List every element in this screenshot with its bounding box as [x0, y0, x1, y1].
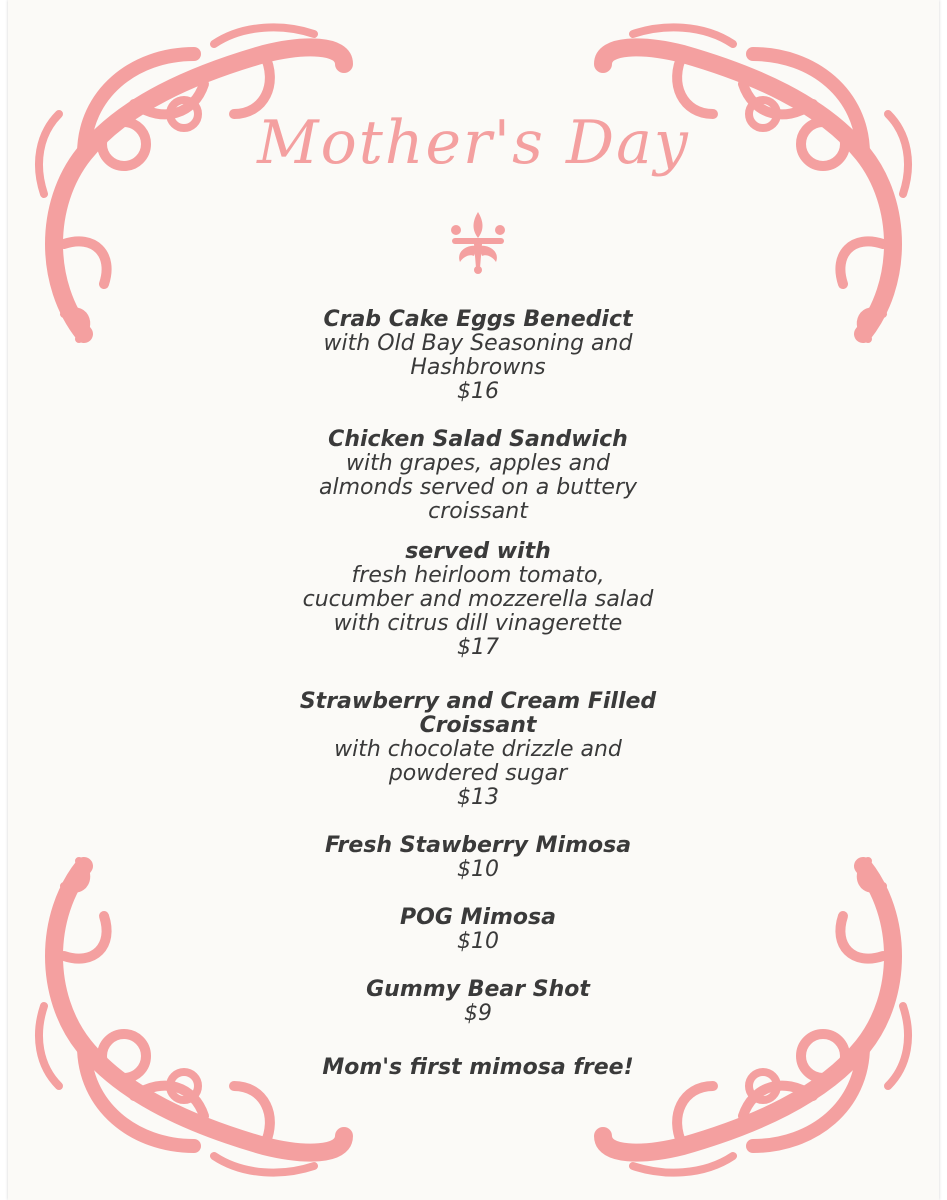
- item-name: Fresh Stawberry Mimosa: [324, 833, 632, 858]
- item-price: $13: [457, 785, 499, 810]
- menu-item: [253, 978, 703, 1026]
- item-name: Crab Cake Eggs Benedict: [323, 307, 633, 332]
- menu-item: [253, 690, 703, 810]
- item-name: Strawberry and Cream Filled: [299, 689, 657, 714]
- item-desc: Hashbrowns: [410, 355, 546, 380]
- page-title: Mother's Day: [257, 108, 690, 178]
- item-price: $17: [457, 635, 499, 660]
- menu-item: [253, 906, 703, 954]
- item-desc: with chocolate drizzle and: [334, 737, 622, 762]
- scroll-ornament-icon: [593, 14, 923, 354]
- menu-item: [253, 428, 703, 524]
- footer-note: Mom's first mimosa free!: [322, 1055, 634, 1080]
- item-desc: with Old Bay Seasoning and: [323, 331, 633, 356]
- item-name: Croissant: [419, 713, 537, 738]
- item-desc: almonds served on a buttery: [318, 475, 638, 500]
- item-desc: with citrus dill vinagerette: [333, 611, 623, 636]
- scroll-ornament-icon: [24, 14, 354, 354]
- menu-item: [253, 540, 703, 660]
- item-name: POG Mimosa: [400, 905, 556, 930]
- fleur-de-lis-icon: [444, 208, 512, 276]
- item-price: $16: [457, 379, 499, 404]
- item-desc: croissant: [428, 499, 528, 524]
- item-price: $10: [457, 857, 499, 882]
- menu-list: [253, 308, 703, 1080]
- item-desc: cucumber and mozzerella salad: [302, 587, 654, 612]
- item-desc: powdered sugar: [388, 761, 568, 786]
- menu-item: [253, 308, 703, 404]
- item-price: $10: [457, 929, 499, 954]
- item-name: served with: [405, 539, 551, 564]
- item-name: Gummy Bear Shot: [366, 977, 590, 1002]
- item-name: Chicken Salad Sandwich: [328, 427, 628, 452]
- item-desc: fresh heirloom tomato,: [351, 563, 605, 588]
- item-desc: with grapes, apples and: [345, 451, 610, 476]
- menu-item: [253, 834, 703, 882]
- item-price: $9: [464, 1001, 492, 1026]
- menu-footer: [253, 1056, 703, 1080]
